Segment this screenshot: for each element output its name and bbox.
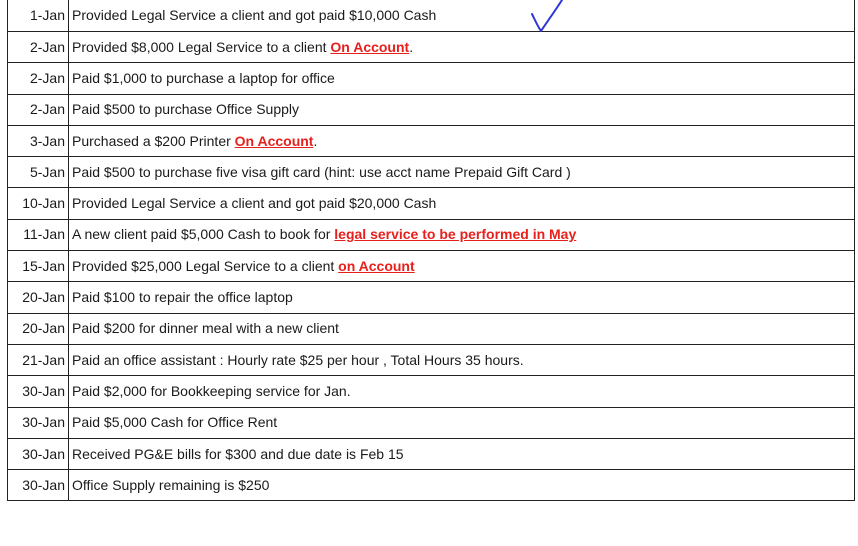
- description-text: .: [313, 132, 318, 149]
- transaction-date: 30-Jan: [8, 470, 69, 501]
- transaction-description: [69, 0, 855, 32]
- transaction-row: [8, 313, 855, 344]
- transaction-row: [8, 251, 855, 282]
- transactions-table: [7, 0, 855, 501]
- transaction-date: 2-Jan: [8, 63, 69, 94]
- transaction-description: [69, 251, 855, 282]
- emphasized-term: legal service to be performed in May: [334, 226, 577, 243]
- description-text: Purchased a $200 Printer: [72, 132, 235, 149]
- transaction-row: [8, 94, 855, 125]
- transaction-date: 5-Jan: [8, 157, 69, 188]
- transactions-table-body: [8, 0, 855, 501]
- transaction-date: 1-Jan: [8, 0, 69, 32]
- transaction-description: [69, 63, 855, 94]
- transaction-row: [8, 32, 855, 63]
- description-text: Paid an office assistant : Hourly rate $25 per hour , Total Hours 35 hours.: [72, 351, 524, 368]
- transaction-row: [8, 219, 855, 250]
- transaction-date: 30-Jan: [8, 438, 69, 469]
- transaction-row: [8, 188, 855, 219]
- transaction-date: 20-Jan: [8, 282, 69, 313]
- description-text: Provided Legal Service a client and got paid $10,000 Cash: [72, 7, 437, 23]
- transaction-date: 10-Jan: [8, 188, 69, 219]
- transaction-description: [69, 438, 855, 469]
- emphasized-term: On Account: [234, 132, 314, 149]
- transaction-date: 30-Jan: [8, 376, 69, 407]
- transaction-row: [8, 282, 855, 313]
- emphasized-term: On Account: [330, 38, 410, 55]
- transaction-description: [69, 282, 855, 313]
- transaction-date: 2-Jan: [8, 94, 69, 125]
- transaction-row: [8, 376, 855, 407]
- transaction-row: [8, 470, 855, 501]
- description-text: Office Supply remaining is $250: [72, 476, 270, 493]
- description-text: Paid $500 to purchase Office Supply: [72, 101, 300, 118]
- transaction-row: [8, 125, 855, 156]
- transaction-description: [69, 32, 855, 63]
- transaction-date: 3-Jan: [8, 125, 69, 156]
- description-text: A new client paid $5,000 Cash to book for: [72, 226, 335, 243]
- transaction-date: 30-Jan: [8, 407, 69, 438]
- description-text: Provided Legal Service a client and got paid $20,000 Cash: [72, 195, 437, 212]
- transaction-date: 15-Jan: [8, 251, 69, 282]
- transaction-row: [8, 157, 855, 188]
- description-text: Provided $25,000 Legal Service to a client: [72, 257, 339, 274]
- transaction-row: [8, 63, 855, 94]
- transaction-row: [8, 438, 855, 469]
- description-text: Paid $200 for dinner meal with a new client: [72, 320, 339, 337]
- description-text: Paid $500 to purchase five visa gift card (hint: use acct name Prepaid Gift Card ): [72, 163, 571, 180]
- transaction-description: [69, 219, 855, 250]
- transaction-description: [69, 344, 855, 375]
- transaction-description: [69, 470, 855, 501]
- description-text: .: [409, 38, 414, 55]
- description-text: Paid $100 to repair the office laptop: [72, 289, 293, 306]
- transaction-description: [69, 188, 855, 219]
- transaction-date: 20-Jan: [8, 313, 69, 344]
- transaction-description: [69, 94, 855, 125]
- transaction-description: [69, 157, 855, 188]
- transaction-date: 11-Jan: [8, 219, 69, 250]
- transaction-row: [8, 0, 855, 32]
- transaction-description: [69, 313, 855, 344]
- transaction-description: [69, 376, 855, 407]
- description-text: Paid $2,000 for Bookkeeping service for Jan.: [72, 382, 351, 399]
- transaction-description: [69, 407, 855, 438]
- description-text: Paid $1,000 to purchase a laptop for office: [72, 69, 335, 86]
- emphasized-term: on Account: [338, 257, 415, 274]
- description-text: Paid $5,000 Cash for Office Rent: [72, 414, 278, 431]
- description-text: Provided $8,000 Legal Service to a client: [72, 38, 331, 55]
- transaction-row: [8, 344, 855, 375]
- description-text: Received PG&E bills for $300 and due date is Feb 15: [72, 445, 404, 462]
- transaction-date: 2-Jan: [8, 32, 69, 63]
- transaction-description: [69, 125, 855, 156]
- transaction-row: [8, 407, 855, 438]
- transaction-date: 21-Jan: [8, 344, 69, 375]
